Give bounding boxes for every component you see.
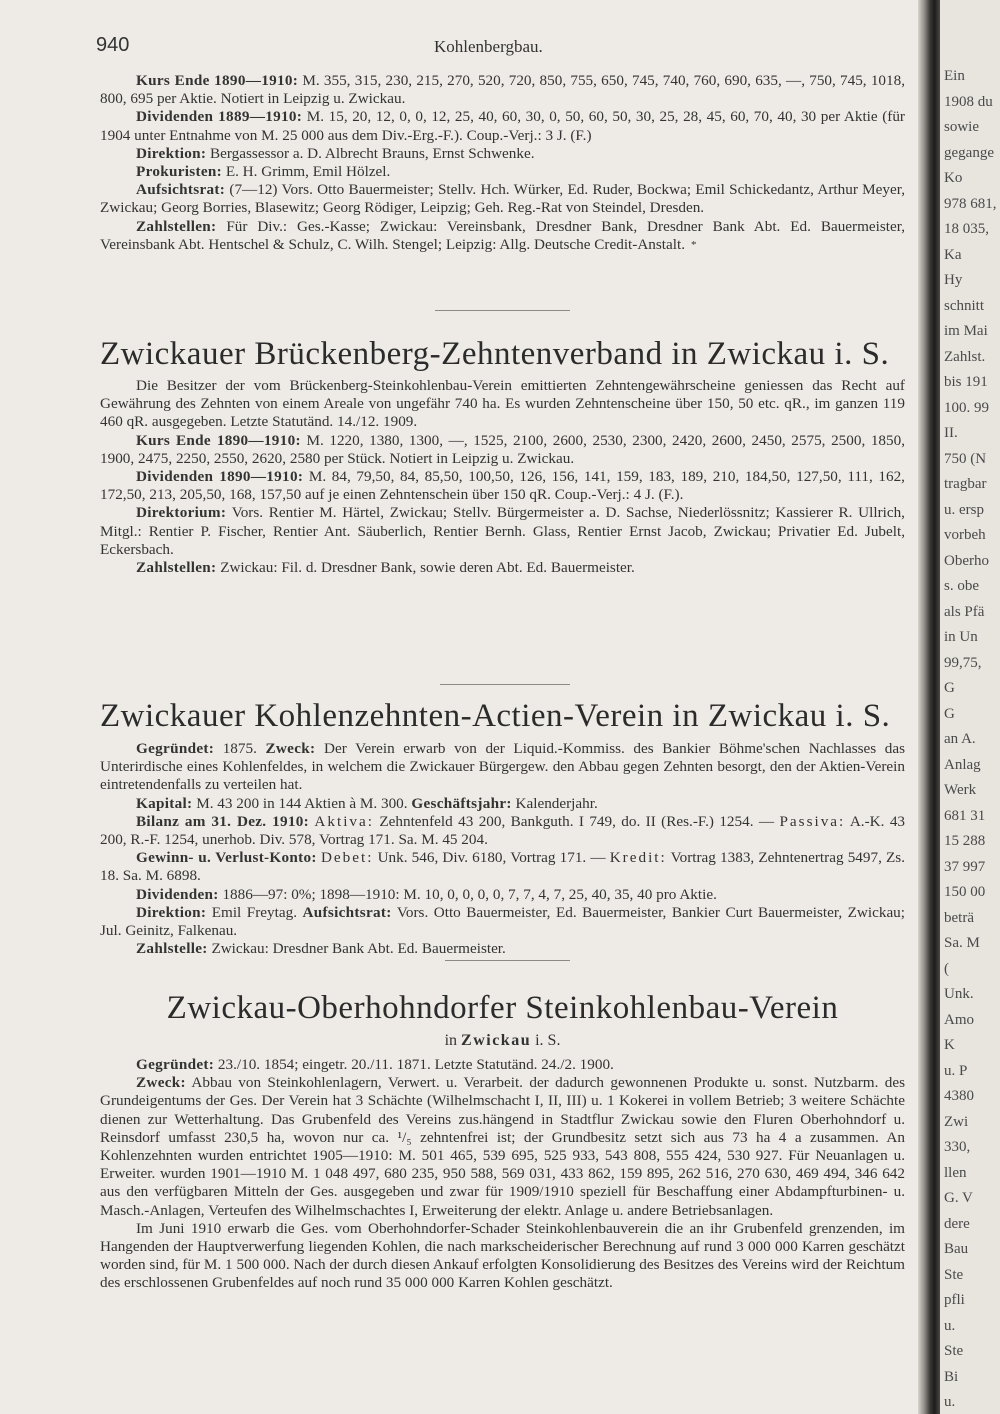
adjacent-page-text: im Mai [944, 323, 988, 339]
adjacent-page-text: s. obe [944, 578, 979, 594]
adjacent-page-text: u. [944, 1317, 956, 1334]
adjacent-page-text: Ko [944, 170, 963, 186]
dividenden-text: 1886—97: 0%; 1898—1910: M. 10, 0, 0, 0, 0, 7, 7, 4, 7, 25, 40, 35, 40 pro Aktie. [222, 885, 717, 903]
adjacent-page-text: Sa. M [944, 935, 980, 951]
adjacent-page-text: u. [944, 1394, 956, 1410]
zahlstellen-paragraph [100, 559, 905, 577]
direktorium-label: Direktorium: [136, 504, 227, 522]
adjacent-page-text: Ste [944, 1266, 964, 1283]
subtitle-city: Zwickau [461, 1032, 532, 1049]
entry-title-brueckenberg: Zwickauer Brückenberg-Zehntenverband in Zwickau i. S. [100, 336, 890, 372]
adjacent-page-text: Ein [944, 68, 965, 84]
geschaeftsjahr-label: Geschäftsjahr: [411, 794, 512, 812]
adjacent-page-text: 37 997 [944, 858, 986, 875]
zahlstelle-paragraph [100, 940, 905, 958]
adjacent-page-text: 99,75, [944, 654, 982, 671]
bilanz-aktiva-text: Zehntenfeld 43 200, Bankguth. I 749, do. II (Res.-F.) 1254. — [379, 812, 775, 830]
adjacent-page-text: 4380 [944, 1088, 974, 1104]
adjacent-page-text: tragbar [944, 476, 987, 492]
adjacent-page-text: ( [944, 960, 949, 977]
adjacent-page-text: pfli [944, 1292, 965, 1308]
adjacent-page-text: Zahlst. [944, 348, 986, 365]
kapital-paragraph [100, 795, 905, 813]
adjacent-page-text: bis 191 [944, 374, 988, 390]
kredit-word: Kredit: [609, 849, 667, 867]
kurs-label: Kurs Ende 1890—1910: [136, 431, 301, 449]
direktion-label: Direktion: [136, 144, 207, 162]
zahlstellen-label: Zahlstellen: [136, 559, 217, 577]
kapital-label: Kapital: [136, 794, 193, 812]
kurs-paragraph [100, 432, 905, 468]
aufsichtsrat-label: Aufsichtsrat: [302, 903, 392, 921]
direktion-paragraph [100, 904, 905, 940]
adjacent-page-text: Amo [944, 1011, 974, 1028]
adjacent-page-text: vorbeh [944, 527, 986, 543]
dividenden-label: Dividenden 1889—1910: [136, 108, 303, 126]
adjacent-page-text: 681 31 [944, 807, 986, 824]
adjacent-page-text: Zwi [944, 1113, 969, 1130]
adjacent-page-text: gegange [944, 144, 994, 161]
aufsichtsrat-text: (7—12) Vors. Otto Bauermeister; Stellv. Hch. Würker, Ed. Ruder, Bockwa; Emil Schickedantz, Arthur Meyer, Zwickau; Georg Borries, Blasewitz; Georg Rödiger, Leipzig; Geh. Reg.-Rat von Steindel, Dresden. [100, 181, 905, 217]
aufsichtsrat-text: Vors. Otto Bauermeister, Ed. Bauermeister, Bankier Curt Bauermeister, Zwickau; Jul. Geinitz, Falkenau. [100, 903, 905, 940]
adjacent-page-text: Anlag [944, 756, 981, 773]
gegruendet-label: Gegründet: [136, 1056, 215, 1073]
footnote-mark: * [691, 238, 697, 251]
kapital-text: M. 43 200 in 144 Aktien à M. 300. [196, 794, 408, 812]
zahlstellen-label: Zahlstellen: [136, 217, 217, 235]
prokuristen-text: E. H. Grimm, Emil Hölzel. [225, 163, 391, 181]
adjacent-page-text: 15 288 [944, 833, 986, 849]
direktion-text: Bergassessor a. D. Albrecht Brauns, Ernst Schwenke. [210, 144, 535, 162]
aufsichtsrat-paragraph [100, 181, 905, 217]
zahlstellen-paragraph [100, 218, 905, 254]
zahlstellen-text: Zwickau: Fil. d. Dresdner Bank, sowie deren Abt. Ed. Bauermeister. [220, 559, 635, 577]
guv-label: Gewinn- u. Verlust-Konto: [136, 849, 317, 867]
gegruendet-label: Gegründet: [136, 740, 215, 757]
running-header: Kohlenbergbau. [434, 37, 543, 56]
page-number: 940 [96, 34, 130, 56]
passiva-word: Passiva: [779, 812, 846, 830]
adjacent-page-text: II. [944, 425, 958, 441]
guv-debet-text: Unk. 546, Div. 6180, Vortrag 171. — [377, 849, 606, 867]
zahlstelle-label: Zahlstelle: [136, 940, 208, 958]
entry-subtitle-location [100, 1032, 905, 1050]
entry-kohlenwerk-continued [100, 72, 905, 254]
adjacent-page-text: 1908 du [944, 93, 993, 110]
zahlstellen-text: Für Div.: Ges.-Kasse; Zwickau: Vereinsbank, Dresdner Bank, Dresdner Bank Abt. Ed. Bauermeister, Vereinsbank Abt. Hentschel & Schulz, C. Wilh. Stengel; Leipzig: Allg. Deutsche Credit-Anstalt. [100, 217, 905, 253]
adjacent-page-text: Ka [944, 246, 962, 263]
adjacent-page-text: als Pfä [944, 603, 985, 620]
adjacent-page-text: 750 (N [944, 450, 987, 467]
adjacent-page-text: Werk [944, 782, 977, 798]
dividenden-label: Dividenden: [136, 885, 219, 903]
direktorium-paragraph [100, 504, 905, 559]
adjacent-page-text: 18 035, [944, 221, 989, 237]
debet-word: Debet: [320, 849, 374, 867]
adjacent-page-text: G [944, 705, 955, 722]
direktion-paragraph [100, 145, 905, 163]
adjacent-page-text: K [944, 1037, 955, 1053]
kurs-paragraph [100, 72, 905, 108]
zweck-text: Abbau von Steinkohlenlagern, Verwert. u. Verarbeit. der dadurch gewonnenen Produkte u. sonst. Nutzbarm. des Grundeigentums der Ges. Der Verein hat 3 Schächte (Wilhelmschacht I, II, III) u. 1 Kokerei in vollem Betrieb; 3 weitere Schächte dienen zur Wetterhaltung. Das Grubenfeld des Vereins zus.hängend in Stadtflur Zwickau sowie den Fluren Oberhohndorf u. Reinsdorf umfasst 230,5 ha, wovon nur ca. ¹/₅ zehntenfrei ist; der Grundbesitz setzt sich aus 73 ha 4 a zusammen. An Kohlenzehnten wurden entrichtet 1905—1910: M. 501 465, 539 695, 525 933, 543 808, 555 424, 530 927. Für Neuanlagen u. Erweiter. wurden 1901—1910 M. 1 048 497, 680 235, 950 588, 569 031, 433 862, 159 895, 262 516, 270 630, 469 494, 346 642 aus den verfügbaren Mitteln der Ges. ausgegeben und zwar für 1909/1910 speziell für Beschaffung einer Abdampfturbinen- u. Masch.-Anlagen, Verteufen des Wilhelmschachtes I, Erweiterung der elektr. Anlage u. andere Betriebsanlagen. [100, 1074, 905, 1219]
entry-oberhohndorf [100, 1056, 905, 1293]
book-gutter-shadow [918, 0, 940, 1414]
gegruendet-paragraph [100, 1056, 905, 1074]
kurs-label: Kurs Ende 1890—1910: [136, 72, 299, 89]
geschaeftsjahr-text: Kalenderjahr. [515, 794, 598, 812]
aktiva-word: Aktiva: [314, 812, 374, 830]
adjacent-page-text: beträ [944, 909, 974, 926]
adjacent-page-text: llen [944, 1164, 967, 1181]
zahlstelle-text: Zwickau: Dresdner Bank Abt. Ed. Bauermeister. [211, 940, 506, 958]
dividenden-label: Dividenden 1890—1910: [136, 468, 304, 486]
adjacent-page-text: an A. [944, 731, 976, 747]
adjacent-page-text: 100. 99 [944, 399, 989, 416]
dividenden-paragraph [100, 886, 905, 904]
kurs-text: M. 355, 315, 230, 215, 270, 520, 720, 850, 755, 650, 745, 740, 760, 690, 635, —, 750, 745, 1018, 800, 695 per Aktie. Notiert in Leipzig u. Zwickau. [100, 72, 906, 108]
adjacent-page-text: 330, [944, 1139, 971, 1155]
acquisition-paragraph: Im Juni 1910 erwarb die Ges. vom Oberhohndorfer-Schader Steinkohlenbauverein die an ihr Grubenfeld grenzenden, im Hangenden der Hauptverwerfung liegenden Kohlen, die nach markscheiderischer Berechnung auf rund 3 000 000 Karren geschätzt worden sind, für M. 1 500 000. Nach der durch diesen Ankauf erfolgten Konsolidierung des Besitzes des Vereins wird der Reichtum des erschlossenen Grubenfeldes auf noch rund 35 000 000 Karren Kohlen geschätzt. [100, 1219, 905, 1292]
adjacent-page-text: sowie [944, 119, 979, 135]
bilanz-paragraph [100, 813, 905, 849]
bilanz-passiva-text: A.-K. 43 200, R.-F. 1254, unerhob. Div. 578, Vortrag 171. Sa. M. 45 204. [100, 812, 906, 849]
adjacent-page-text: G. V [944, 1190, 973, 1206]
subtitle-suffix: i. S. [535, 1032, 561, 1049]
adjacent-page-text: dere [944, 1215, 970, 1232]
zweck-label: Zweck: [136, 1074, 186, 1092]
direktion-label: Direktion: [136, 903, 207, 921]
adjacent-page-text: Ste [944, 1343, 964, 1359]
entry-kohlenzehnten [100, 740, 905, 958]
adjacent-page-text: Hy [944, 272, 963, 288]
dividenden-paragraph [100, 468, 905, 504]
kurs-text: M. 1220, 1380, 1300, —, 1525, 2100, 2600, 2530, 2300, 2420, 2600, 2450, 2575, 2500, 1850, 1900, 2475, 2250, 2550, 2620, 2580 per Stück. Notiert in Leipzig u. Zwickau. [100, 431, 905, 467]
dividenden-text: M. 15, 20, 12, 0, 0, 12, 25, 40, 60, 30, 0, 50, 60, 50, 30, 25, 28, 45, 60, 70, 40, 30 per Aktie (für 1904 unter Entnahme von M. 25 000 aus dem Div.-Erg.-F.). Coup.-Verj.: 3 J. (F.) [100, 108, 905, 144]
section-divider [440, 684, 570, 685]
direktorium-text: Vors. Rentier M. Härtel, Zwickau; Stellv. Bürgermeister a. D. Sachse, Niederlössnitz; Kassierer R. Ullrich, Mitgl.: Rentier P. Fischer, Rentier Ant. Säuberlich, Rentier Bernh. Glass, Rentier Ernst Jacob, Zwickau; Privatier Ed. Jubelt, Eckersbach. [100, 504, 905, 558]
aufsichtsrat-label: Aufsichtsrat: [136, 181, 226, 199]
entry-title-kohlenzehnten: Zwickauer Kohlenzehnten-Actien-Verein in Zwickau i. S. [100, 698, 891, 734]
zweck-paragraph [100, 1074, 905, 1220]
prokuristen-label: Prokuristen: [136, 163, 223, 181]
adjacent-page-text: in Un [944, 629, 978, 645]
adjacent-page-fragment [940, 0, 1000, 1414]
adjacent-page-text: Unk. [944, 986, 974, 1002]
adjacent-page-text: Oberho [944, 552, 989, 569]
adjacent-page-text: G [944, 680, 955, 696]
dividenden-paragraph [100, 108, 905, 144]
adjacent-page-text: Bi [944, 1368, 959, 1385]
adjacent-page-text: 978 681, [944, 195, 997, 212]
zweck-label: Zweck: [265, 740, 316, 757]
section-divider [445, 960, 570, 961]
intro-paragraph: Die Besitzer der vom Brückenberg-Steinkohlenbau-Verein emittierten Zehntengewährscheine geniessen das Recht auf Gewährung des Zehnten von einem Areale von ungefähr 740 ha. Es wurden Zehntenscheine über 150, 50 etc. qR., im ganzen 119 460 qR. ausgegeben. Letzte Statutänd. 14./12. 1909. [100, 377, 905, 431]
guv-kredit-text: Vortrag 1383, Zehntenertrag 5497, Zs. 18. Sa. M. 6898. [100, 849, 906, 885]
bilanz-label: Bilanz am 31. Dez. 1910: [136, 812, 310, 830]
adjacent-page-text: 150 00 [944, 884, 986, 900]
subtitle-prefix: in [444, 1032, 458, 1049]
adjacent-page-text: u. P [944, 1062, 968, 1079]
section-divider [435, 310, 570, 311]
prokuristen-paragraph [100, 163, 905, 181]
gegruendet-zweck-paragraph [100, 740, 905, 795]
gegruendet-text: 23./10. 1854; eingetr. 20./11. 1871. Letzte Statutänd. 24./2. 1900. [217, 1056, 614, 1073]
adjacent-page-text: schnitt [944, 297, 984, 314]
direktion-text: Emil Freytag. [211, 903, 297, 921]
dividenden-text: M. 84, 79,50, 84, 85,50, 100,50, 126, 156, 141, 159, 183, 189, 210, 184,50, 127,50, 111, 162, 172,50, 213, 205,50, 168, 157,50 auf je einen Zehntenschein über 150 qR. Coup.-Verj.: 4 J. (F.). [100, 468, 905, 504]
zweck-text: Der Verein erwarb von der Liquid.-Kommiss. des Bankier Böhme'schen Nachlasses das Unterirdische eines Kohlenfeldes, in welchem die Zwickauer Bürgergew. den Abbau gegen Zehnten besorgt, den der Aktien-Verein eintretendenfalls zu verteilen hat. [100, 740, 906, 794]
entry-brueckenberg [100, 377, 905, 577]
entry-title-oberhohndorf: Zwickau-Oberhohndorfer Steinkohlenbau-Verein [166, 990, 839, 1026]
adjacent-page-text: u. ersp [944, 501, 984, 518]
adjacent-page-text: Bau [944, 1241, 969, 1257]
gegruendet-text: 1875. [222, 740, 257, 757]
guv-paragraph [100, 849, 905, 885]
